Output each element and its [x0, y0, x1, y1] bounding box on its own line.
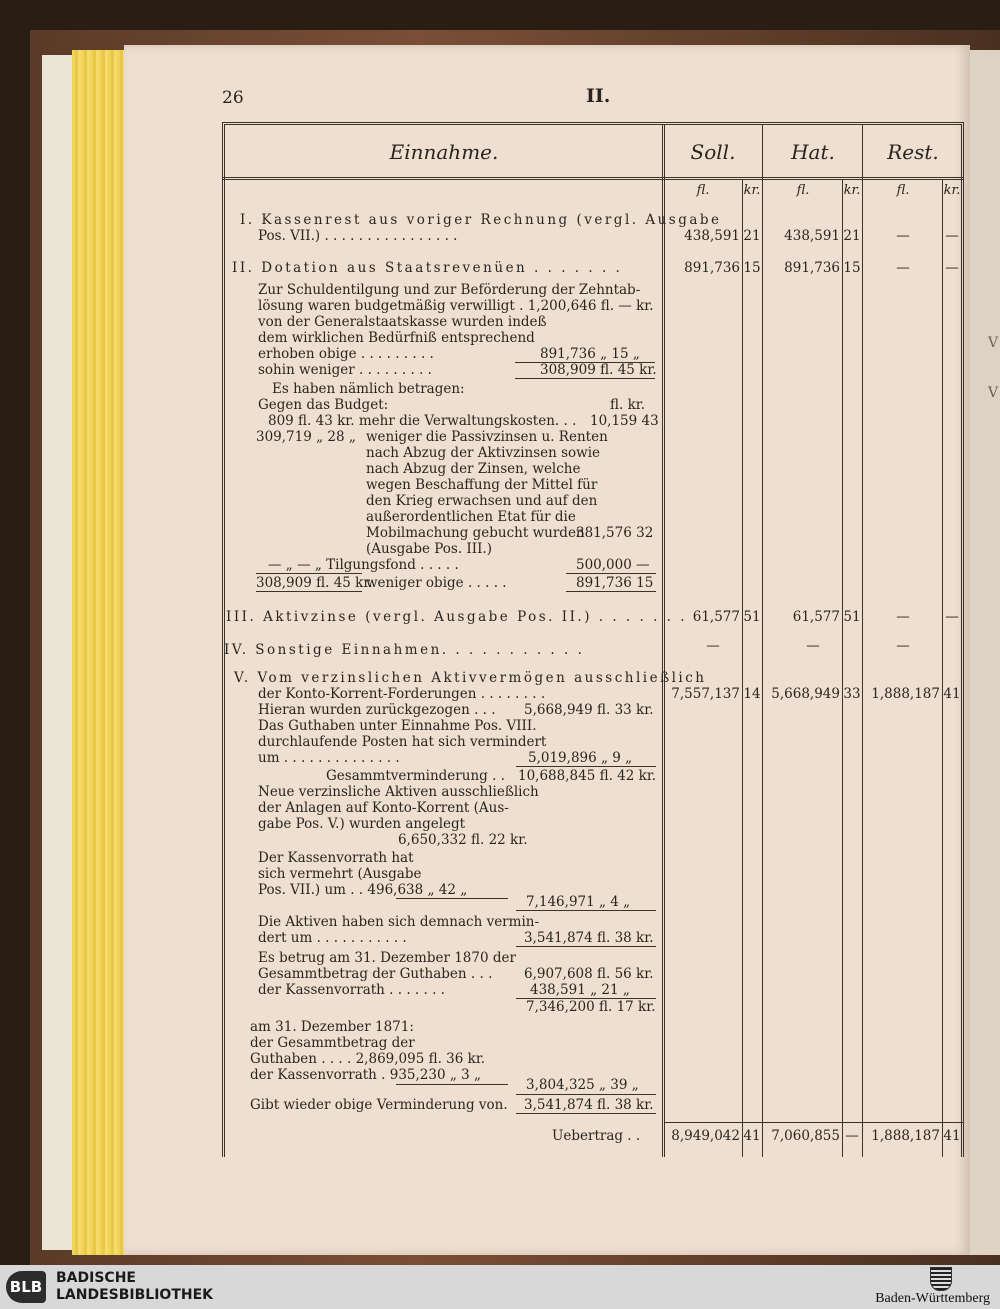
detail-amount: 6,907,608 fl. 56 kr.	[524, 966, 654, 982]
detail-unit: fl. kr.	[610, 397, 646, 413]
kr-divider	[842, 180, 843, 1157]
row-ii-rest-kr: —	[945, 260, 959, 276]
unit-kr: kr.	[843, 183, 861, 198]
detail-line: von der Generalstaatskasse wurden indeß	[258, 314, 547, 330]
total-rest-fl: 1,888,187	[871, 1128, 940, 1144]
sum-rule	[566, 591, 656, 592]
viewer-footer	[0, 1265, 1000, 1309]
detail-line: gabe Pos. V.) wurden angelegt	[258, 816, 466, 832]
page-number: 26	[222, 88, 244, 108]
detail-amount: 308,909 fl. 45 kr.	[540, 362, 657, 378]
detail-amount: 3,541,874 fl. 38 kr.	[524, 930, 654, 946]
detail-line: weniger die Passivzinsen u. Renten	[366, 429, 608, 445]
detail-line: Gesammtverminderung . .	[326, 768, 505, 784]
total-hat-fl: 7,060,855	[771, 1128, 840, 1144]
detail-line: der Gesammtbetrag der	[250, 1035, 415, 1051]
row-v-title-cont: der Konto-Korrent-Forderungen . . . . . . . .	[258, 686, 546, 702]
detail-line: am 31. Dezember 1871:	[250, 1019, 414, 1035]
detail-amount: 10,159 43	[590, 413, 659, 429]
row-i-title-cont: Pos. VII.) . . . . . . . . . . . . . . . .	[258, 228, 458, 244]
row-iii-title: III. Aktivzinse (vergl. Ausgabe Pos. II.) . . . . . . .	[226, 609, 688, 625]
detail-line: Zur Schuldentilgung und zur Beförderung der Zehntab-	[258, 282, 641, 298]
detail-line: sich vermehrt (Ausgabe	[258, 866, 422, 882]
row-v-hat-fl: 5,668,949	[771, 686, 840, 702]
detail-amount: 381,576 32	[576, 525, 654, 541]
detail-line: nach Abzug der Aktivzinsen sowie	[366, 445, 601, 461]
row-iii-hat-fl: 61,577	[792, 609, 840, 625]
row-ii-soll-fl: 891,736	[684, 260, 740, 276]
row-i-hat-kr: 21	[843, 228, 861, 244]
header-hat: Hat.	[791, 140, 835, 164]
unit-fl: fl.	[796, 183, 810, 198]
unit-kr: kr.	[743, 183, 761, 198]
row-i-soll-kr: 21	[743, 228, 761, 244]
row-i-rest-fl: —	[896, 228, 910, 244]
blb-logo[interactable]: BLB	[6, 1271, 46, 1303]
library-name-line1: BADISCHE	[56, 1270, 136, 1286]
sum-rule	[396, 898, 508, 899]
detail-line: der Kassenvorrath . . . . . . .	[258, 982, 445, 998]
detail-line: den Krieg erwachsen und auf den	[366, 493, 598, 509]
detail-amount: 3,541,874 fl. 38 kr.	[524, 1097, 654, 1113]
row-iv-soll: —	[706, 638, 720, 654]
detail-line: 308,909 fl. 45 kr.	[256, 575, 373, 591]
row-v-rest-fl: 1,888,187	[871, 686, 940, 702]
detail-line: Guthaben . . . . 2,869,095 fl. 36 kr.	[250, 1051, 486, 1067]
row-iii-soll-kr: 51	[743, 609, 761, 625]
detail-amount: 5,668,949 fl. 33 kr.	[524, 702, 654, 718]
unit-fl: fl.	[896, 183, 910, 198]
row-iii-rest-kr: —	[945, 609, 959, 625]
detail-amount: 5,019,896 „ 9 „	[528, 750, 633, 766]
detail-line: Pos. VII.) um . . 496,638 „ 42 „	[258, 882, 468, 898]
sum-rule	[256, 573, 362, 574]
header-einnahme: Einnahme.	[389, 140, 499, 164]
col-divider	[762, 124, 763, 1157]
detail-amount: 891,736 „ 15 „	[540, 346, 640, 362]
row-v-title: V. Vom verzinslichen Aktivvermögen ausschließlich	[234, 670, 707, 686]
unit-fl: fl.	[696, 183, 710, 198]
detail-amount: 3,804,325 „ 39 „	[526, 1077, 639, 1093]
sum-rule	[515, 378, 655, 379]
total-hat-kr: —	[845, 1128, 859, 1144]
row-i-rest-kr: —	[945, 228, 959, 244]
detail-line: Gesammtbetrag der Guthaben . . .	[258, 966, 493, 982]
detail-amount: 10,688,845 fl. 42 kr.	[518, 768, 657, 784]
row-i-hat-fl: 438,591	[784, 228, 840, 244]
detail-amount: 7,146,971 „ 4 „	[526, 894, 631, 910]
detail-line: — „ — „ Tilgungsfond . . . . .	[268, 557, 459, 573]
detail-line: 809 fl. 43 kr. mehr die Verwaltungskosten. . .	[268, 413, 577, 429]
state-name[interactable]: Baden-Württemberg	[875, 1291, 990, 1306]
detail-line: durchlaufende Posten hat sich vermindert	[258, 734, 547, 750]
sum-rule	[256, 591, 362, 592]
next-page-mark: V	[988, 335, 999, 351]
row-iv-rest: —	[896, 638, 910, 654]
total-rest-kr: 41	[943, 1128, 961, 1144]
row-i-soll-fl: 438,591	[684, 228, 740, 244]
detail-line: (Ausgabe Pos. III.)	[366, 541, 492, 557]
sum-rule	[566, 573, 656, 574]
detail-line: 309,719 „ 28 „	[256, 429, 356, 445]
library-name-line2: LANDESBIBLIOTHEK	[56, 1287, 214, 1303]
row-v-soll-kr: 14	[743, 686, 761, 702]
detail-amount: 891,736 15	[576, 575, 654, 591]
total-soll-fl: 8,949,042	[671, 1128, 740, 1144]
row-iv-hat: —	[806, 638, 820, 654]
sum-rule	[516, 910, 656, 911]
row-ii-rest-fl: —	[896, 260, 910, 276]
detail-line: Die Aktiven haben sich demnach vermin-	[258, 914, 540, 930]
unit-kr: kr.	[943, 183, 961, 198]
detail-line: Gegen das Budget:	[258, 397, 389, 413]
detail-line: weniger obige . . . . .	[366, 575, 507, 591]
detail-line: außerordentlichen Etat für die	[366, 509, 576, 525]
sum-rule	[516, 946, 656, 947]
detail-line: sohin weniger . . . . . . . . .	[258, 362, 432, 378]
detail-line: Der Kassenvorrath hat	[258, 850, 414, 866]
row-ii-hat-fl: 891,736	[784, 260, 840, 276]
row-v-rest-kr: 41	[943, 686, 961, 702]
page-edge-white	[42, 55, 72, 1250]
detail-line: nach Abzug der Zinsen, welche	[366, 461, 581, 477]
detail-line: Gibt wieder obige Verminderung von.	[250, 1097, 508, 1113]
detail-line: dert um . . . . . . . . . . .	[258, 930, 407, 946]
detail-line: lösung waren budgetmäßig verwilligt . 1,200,646 fl. — kr.	[258, 298, 654, 314]
row-i-title: I. Kassenrest aus voriger Rechnung (vergl. Ausgabe	[240, 212, 722, 228]
kr-divider	[942, 180, 943, 1157]
detail-line: dem wirklichen Bedürfniß entsprechend	[258, 330, 535, 346]
detail-line: erhoben obige . . . . . . . . .	[258, 346, 434, 362]
row-ii-hat-kr: 15	[843, 260, 861, 276]
header-rest: Rest.	[887, 140, 939, 164]
library-name[interactable]	[56, 1270, 213, 1304]
row-ii-title: II. Dotation aus Staatsrevenüen . . . . . . .	[232, 260, 623, 276]
detail-amount: 500,000 —	[576, 557, 650, 573]
kr-divider	[742, 180, 743, 1157]
row-v-hat-kr: 33	[843, 686, 861, 702]
detail-line: Es haben nämlich betragen:	[272, 381, 465, 397]
detail-line: um . . . . . . . . . . . . . .	[258, 750, 400, 766]
header-soll: Soll.	[690, 140, 736, 164]
sum-rule	[396, 1084, 508, 1085]
row-iii-rest-fl: —	[896, 609, 910, 625]
detail-line: Mobilmachung gebucht wurden	[366, 525, 585, 541]
sum-rule	[516, 766, 656, 767]
page-edge-yellow	[72, 50, 124, 1255]
detail-line: Das Guthaben unter Einnahme Pos. VIII.	[258, 718, 537, 734]
row-iii-hat-kr: 51	[843, 609, 861, 625]
coat-of-arms-icon	[930, 1267, 952, 1291]
next-page-edge	[970, 50, 1000, 1255]
detail-amount: 7,346,200 fl. 17 kr.	[526, 999, 656, 1015]
row-v-soll-fl: 7,557,137	[671, 686, 740, 702]
detail-line: der Anlagen auf Konto-Korrent (Aus-	[258, 800, 509, 816]
detail-line: Hieran wurden zurückgezogen . . .	[258, 702, 496, 718]
total-soll-kr: 41	[743, 1128, 761, 1144]
detail-line: wegen Beschaffung der Mittel für	[366, 477, 598, 493]
section-number: II.	[586, 85, 611, 107]
detail-line: Es betrug am 31. Dezember 1870 der	[258, 950, 516, 966]
sum-rule	[516, 1113, 656, 1114]
row-ii-soll-kr: 15	[743, 260, 761, 276]
detail-amount: 438,591 „ 21 „	[530, 982, 630, 998]
row-iv-title: IV. Sonstige Einnahmen. . . . . . . . . . .	[224, 642, 585, 658]
detail-line: Neue verzinsliche Aktiven ausschließlich	[258, 784, 539, 800]
total-rule	[664, 1122, 964, 1123]
detail-line: der Kassenvorrath . 935,230 „ 3 „	[250, 1067, 482, 1083]
next-page-mark: V	[988, 385, 999, 401]
col-divider	[862, 124, 863, 1157]
detail-amount: 6,650,332 fl. 22 kr.	[398, 832, 528, 848]
total-label: Uebertrag . .	[552, 1128, 641, 1144]
header-rule	[222, 177, 964, 180]
sum-rule	[516, 1094, 656, 1095]
row-iii-soll-fl: 61,577	[692, 609, 740, 625]
